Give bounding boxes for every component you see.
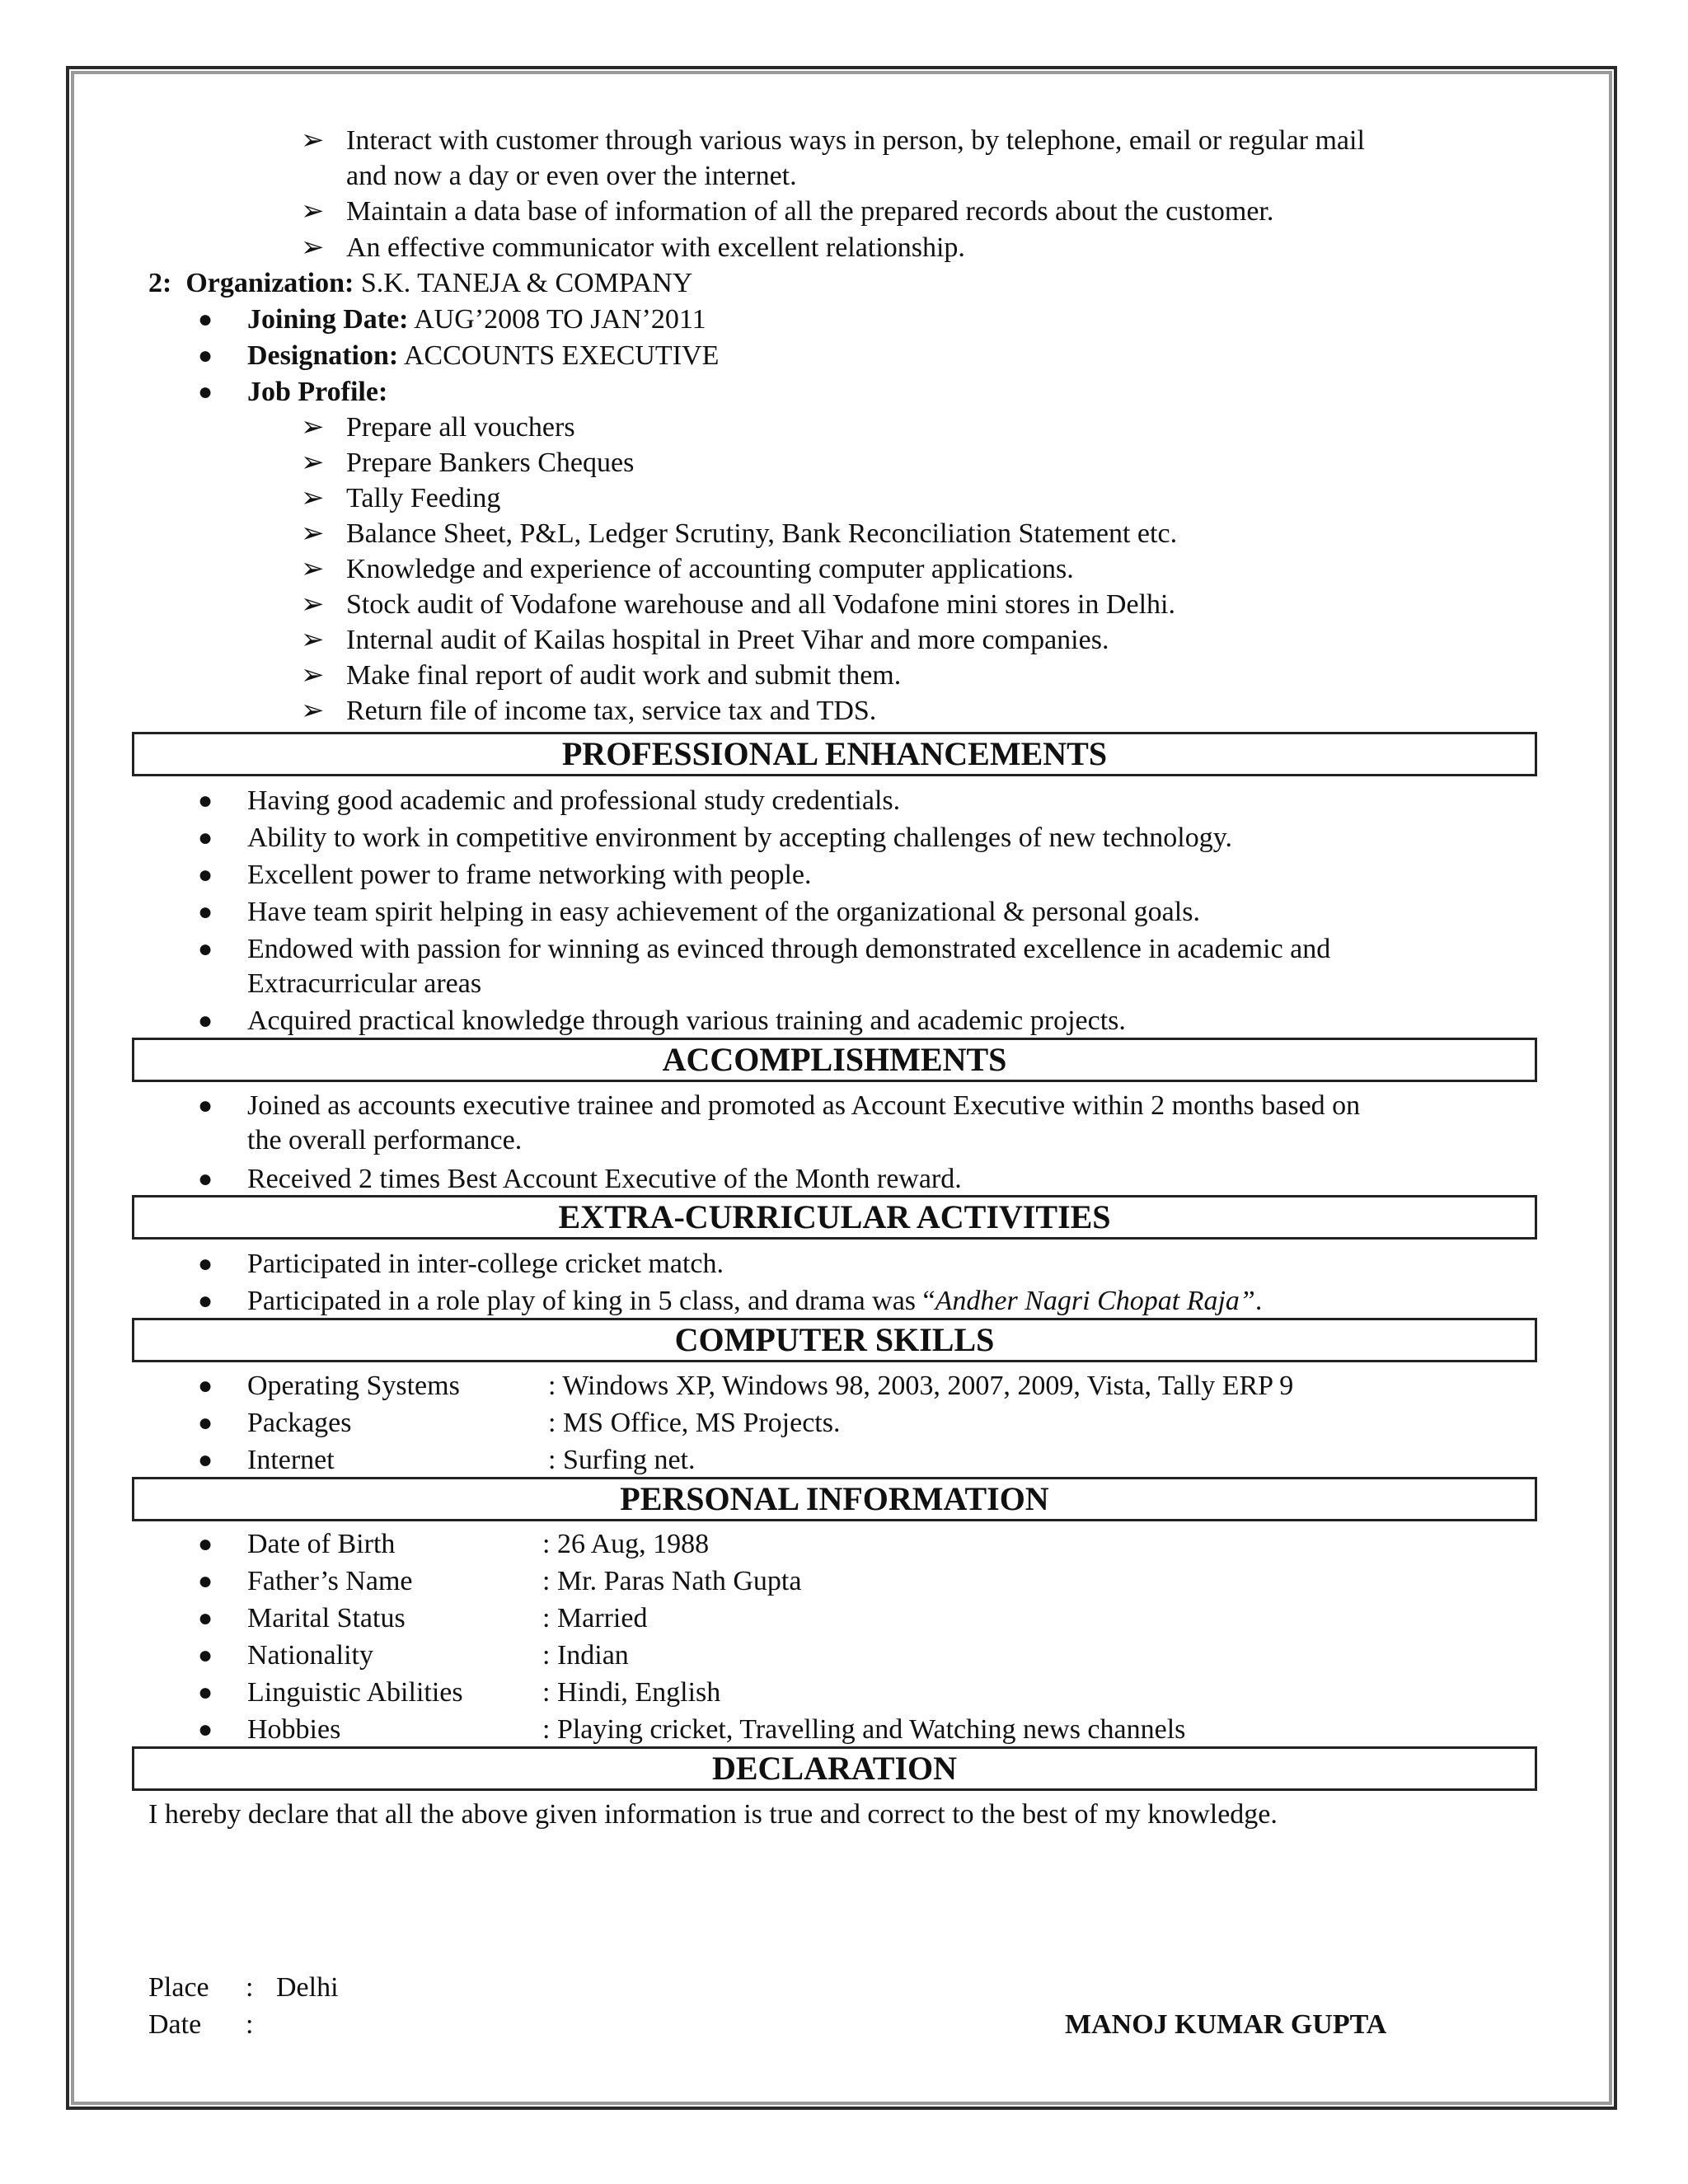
section-heading-computer-skills: COMPUTER SKILLS bbox=[132, 1318, 1537, 1362]
bullet-icon: ● bbox=[198, 787, 213, 814]
declaration-text: I hereby declare that all the above given information is true and correct to the best of my knowledge. bbox=[148, 1799, 1278, 1830]
bullet-icon: ● bbox=[198, 1007, 213, 1034]
date-label: Date bbox=[148, 2009, 202, 2040]
bullet-icon: ● bbox=[198, 1530, 213, 1558]
bullet-icon: ● bbox=[198, 306, 213, 333]
arrow-bullet-icon: ➢ bbox=[301, 589, 325, 620]
bullet-icon: ● bbox=[198, 342, 213, 369]
arrow-bullet-icon: ➢ bbox=[301, 518, 325, 549]
bullet-icon: ● bbox=[198, 1092, 213, 1119]
arrow-bullet-icon: ➢ bbox=[301, 625, 325, 655]
place-value: Delhi bbox=[276, 1972, 339, 2003]
section-heading-professional: PROFESSIONAL ENHANCEMENTS bbox=[132, 732, 1537, 776]
section-heading-extracurricular: EXTRA-CURRICULAR ACTIVITIES bbox=[132, 1195, 1537, 1240]
arrow-bullet-icon: ➢ bbox=[301, 483, 325, 513]
section-heading-declaration: DECLARATION bbox=[132, 1746, 1537, 1791]
bullet-icon: ● bbox=[198, 861, 213, 888]
bullet-icon: ● bbox=[198, 1568, 213, 1595]
bullet-icon: ● bbox=[198, 898, 213, 926]
arrow-bullet-icon: ➢ bbox=[301, 196, 325, 227]
arrow-bullet-icon: ➢ bbox=[301, 660, 325, 691]
place-colon: : bbox=[246, 1972, 254, 2003]
section-heading-personal-info: PERSONAL INFORMATION bbox=[132, 1477, 1537, 1521]
bullet-icon: ● bbox=[198, 1250, 213, 1277]
section-heading-accomplishments: ACCOMPLISHMENTS bbox=[132, 1038, 1537, 1082]
date-colon: : bbox=[246, 2009, 254, 2040]
bullet-icon: ● bbox=[198, 1165, 213, 1193]
bullet-icon: ● bbox=[198, 1372, 213, 1399]
arrow-bullet-icon: ➢ bbox=[301, 125, 325, 156]
bullet-icon: ● bbox=[198, 1679, 213, 1706]
arrow-bullet-icon: ➢ bbox=[301, 554, 325, 584]
organization-heading: 2: Organization: S.K. TANEJA & COMPANY bbox=[148, 268, 693, 298]
bullet-icon: ● bbox=[198, 378, 213, 405]
arrow-bullet-icon: ➢ bbox=[301, 232, 325, 263]
place-label: Place bbox=[148, 1972, 209, 2003]
arrow-bullet-icon: ➢ bbox=[301, 696, 325, 726]
bullet-icon: ● bbox=[198, 935, 213, 963]
bullet-icon: ● bbox=[198, 1716, 213, 1743]
bullet-icon: ● bbox=[198, 1642, 213, 1669]
arrow-bullet-icon: ➢ bbox=[301, 412, 325, 443]
arrow-bullet-icon: ➢ bbox=[301, 448, 325, 478]
bullet-icon: ● bbox=[198, 1605, 213, 1632]
bullet-icon: ● bbox=[198, 824, 213, 851]
signature-name: MANOJ KUMAR GUPTA bbox=[1065, 2009, 1387, 2040]
bullet-icon: ● bbox=[198, 1287, 213, 1315]
bullet-icon: ● bbox=[198, 1409, 213, 1436]
bullet-icon: ● bbox=[198, 1446, 213, 1474]
